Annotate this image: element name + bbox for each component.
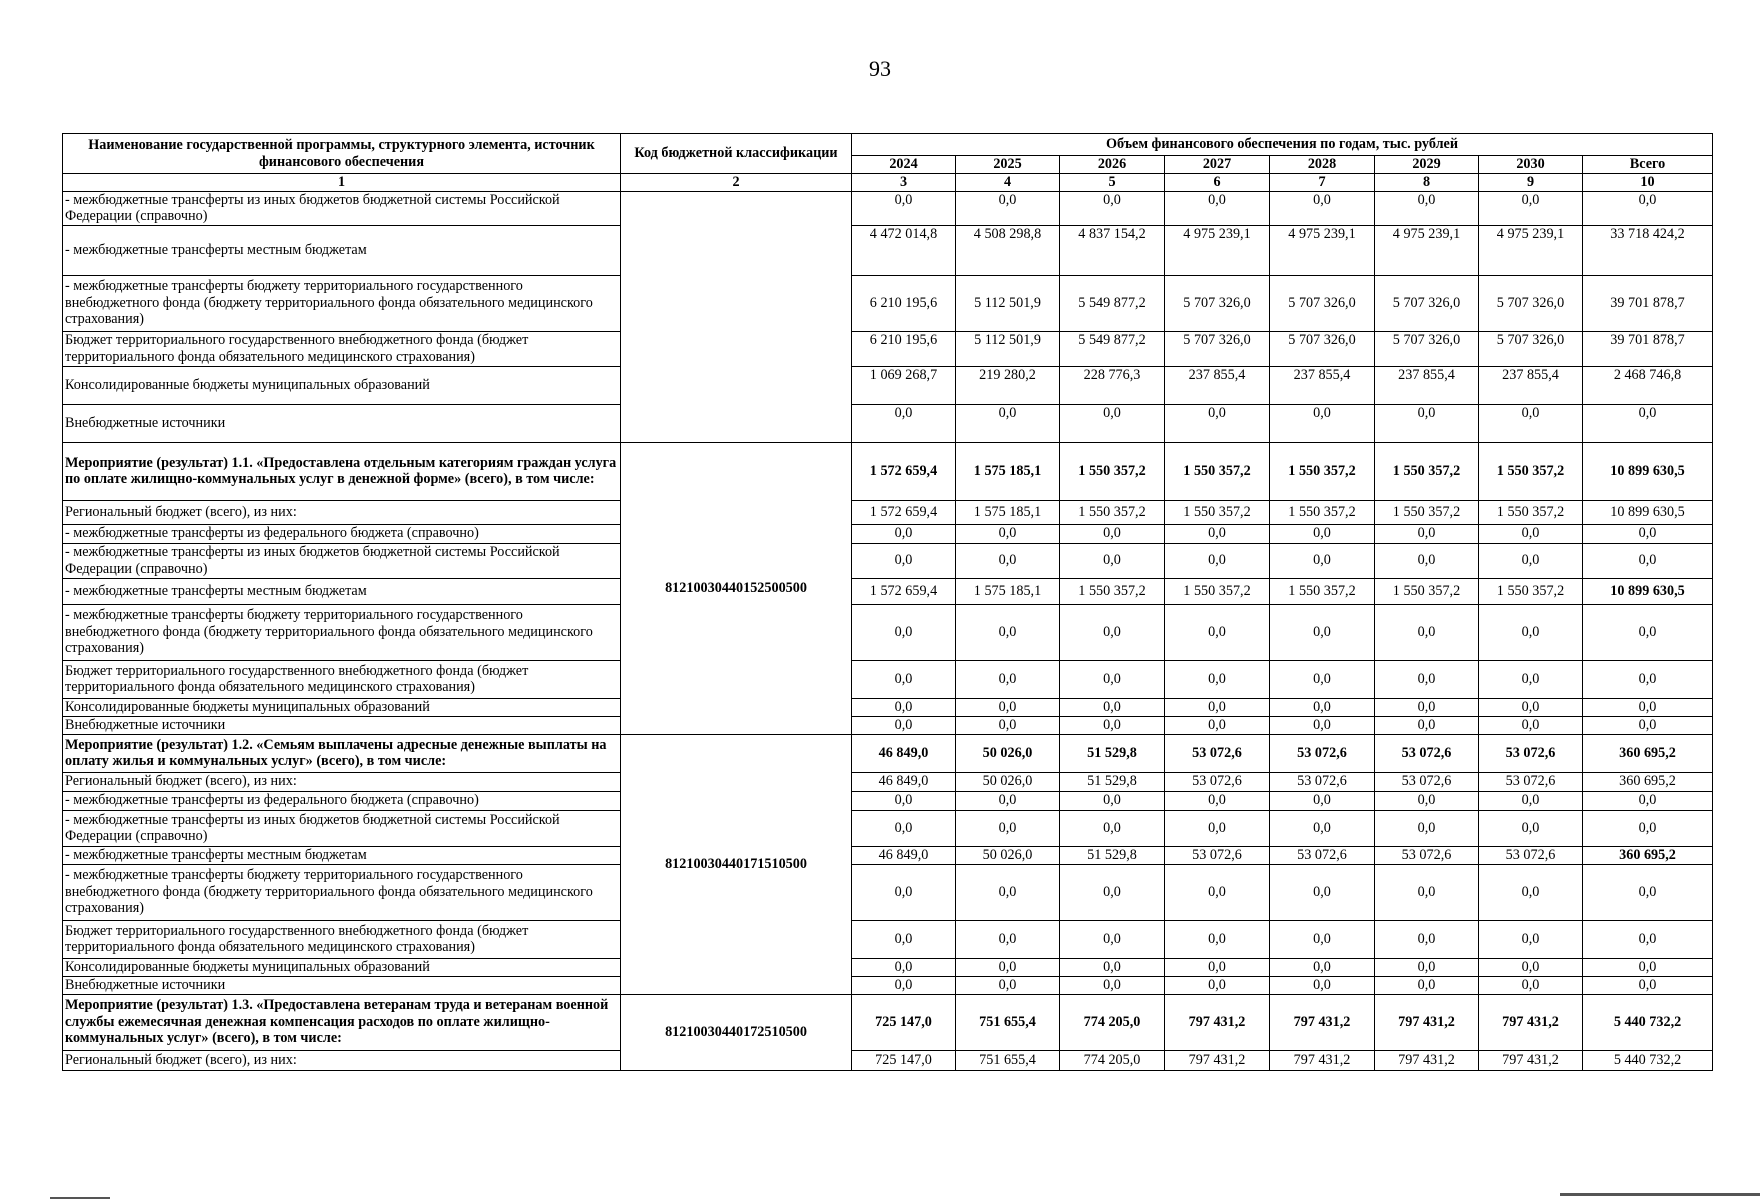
row-year-value: 51 529,8 — [1060, 772, 1165, 791]
row-year-value: 0,0 — [1270, 958, 1375, 976]
row-year-value: 5 707 326,0 — [1270, 331, 1375, 366]
row-total-value: 2 468 746,8 — [1583, 366, 1713, 404]
row-year-value: 0,0 — [852, 191, 956, 225]
row-year-value: 0,0 — [1375, 791, 1479, 810]
row-year-value: 0,0 — [1375, 716, 1479, 734]
row-year-value: 53 072,6 — [1270, 772, 1375, 791]
row-year-value: 0,0 — [1270, 543, 1375, 578]
row-year-value: 53 072,6 — [1375, 846, 1479, 864]
row-year-value: 46 849,0 — [852, 846, 956, 864]
row-year-value: 725 147,0 — [852, 1050, 956, 1070]
row-total-value: 0,0 — [1583, 604, 1713, 660]
row-year-value: 5 707 326,0 — [1270, 275, 1375, 331]
row-year-value: 751 655,4 — [956, 994, 1060, 1050]
row-year-value: 0,0 — [1479, 524, 1583, 543]
row-year-value: 0,0 — [956, 191, 1060, 225]
row-year-value: 1 550 357,2 — [1375, 578, 1479, 604]
row-year-value: 0,0 — [1270, 604, 1375, 660]
table-header — [63, 134, 1713, 192]
row-year-value: 237 855,4 — [1165, 366, 1270, 404]
header-column-number: 10 — [1583, 174, 1713, 192]
row-year-value: 53 072,6 — [1375, 772, 1479, 791]
row-year-value: 1 550 357,2 — [1060, 500, 1165, 524]
row-year-value: 5 549 877,2 — [1060, 275, 1165, 331]
header-column-number: 2 — [621, 174, 852, 192]
row-year-value: 0,0 — [1165, 543, 1270, 578]
row-year-value: 0,0 — [852, 791, 956, 810]
row-year-value: 1 572 659,4 — [852, 442, 956, 500]
row-year-value: 0,0 — [1270, 716, 1375, 734]
row-year-value: 1 550 357,2 — [1375, 500, 1479, 524]
scan-artifact-left — [50, 1197, 110, 1199]
row-year-value: 0,0 — [1479, 191, 1583, 225]
header-year-1: 2024 — [852, 156, 956, 174]
row-total-value: 5 440 732,2 — [1583, 994, 1713, 1050]
row-code: 81210030440152500500 — [621, 442, 852, 734]
row-year-value: 0,0 — [1479, 920, 1583, 958]
row-year-value: 1 550 357,2 — [1479, 500, 1583, 524]
row-year-value: 797 431,2 — [1375, 1050, 1479, 1070]
row-year-value: 0,0 — [852, 604, 956, 660]
row-year-value: 51 529,8 — [1060, 846, 1165, 864]
row-year-value: 5 707 326,0 — [1479, 331, 1583, 366]
row-name: Мероприятие (результат) 1.1. «Предоставлена отдельным категориям граждан услуга по оплате жилищно-коммунальных услуг в денежной форме» (всего), в том числе: — [63, 442, 621, 500]
row-total-value: 360 695,2 — [1583, 846, 1713, 864]
row-year-value: 0,0 — [1479, 810, 1583, 846]
header-year-5: 2028 — [1270, 156, 1375, 174]
row-year-value: 53 072,6 — [1165, 734, 1270, 772]
budget-table — [62, 133, 1713, 1071]
row-year-value: 46 849,0 — [852, 734, 956, 772]
row-name: Консолидированные бюджеты муниципальных образований — [63, 698, 621, 716]
scan-artifact-right — [1560, 1193, 1760, 1196]
row-year-value: 1 572 659,4 — [852, 578, 956, 604]
row-year-value: 0,0 — [1060, 524, 1165, 543]
row-year-value: 0,0 — [956, 604, 1060, 660]
row-name: - межбюджетные трансферты бюджету территориального государственного внебюджетного фонда (бюджету территориального фонда обязательного медицинского страхования) — [63, 275, 621, 331]
row-year-value: 0,0 — [1165, 716, 1270, 734]
row-year-value: 0,0 — [1165, 524, 1270, 543]
table-row — [63, 791, 1713, 810]
header-column-number: 6 — [1165, 174, 1270, 192]
table-row — [63, 716, 1713, 734]
row-year-value: 0,0 — [1165, 191, 1270, 225]
table-row — [63, 442, 1713, 500]
row-year-value: 0,0 — [1165, 864, 1270, 920]
row-year-value: 0,0 — [1375, 604, 1479, 660]
row-year-value: 5 707 326,0 — [1375, 275, 1479, 331]
row-year-value: 4 975 239,1 — [1165, 225, 1270, 275]
row-year-value: 53 072,6 — [1270, 734, 1375, 772]
row-year-value: 0,0 — [1165, 958, 1270, 976]
row-year-value: 797 431,2 — [1270, 994, 1375, 1050]
row-total-value: 0,0 — [1583, 920, 1713, 958]
row-name: Бюджет территориального государственного внебюджетного фонда (бюджет территориального фонда обязательного медицинского страхования) — [63, 331, 621, 366]
row-total-value: 360 695,2 — [1583, 734, 1713, 772]
row-year-value: 0,0 — [1060, 976, 1165, 994]
header-column-number: 1 — [63, 174, 621, 192]
row-year-value: 0,0 — [1375, 543, 1479, 578]
row-year-value: 0,0 — [1479, 864, 1583, 920]
row-year-value: 1 550 357,2 — [1060, 578, 1165, 604]
row-year-value: 0,0 — [1375, 524, 1479, 543]
row-year-value: 725 147,0 — [852, 994, 956, 1050]
row-year-value: 0,0 — [1479, 660, 1583, 698]
row-year-value: 53 072,6 — [1375, 734, 1479, 772]
row-total-value: 0,0 — [1583, 976, 1713, 994]
row-year-value: 5 707 326,0 — [1479, 275, 1583, 331]
row-year-value: 0,0 — [956, 976, 1060, 994]
row-year-value: 0,0 — [1060, 716, 1165, 734]
table-row — [63, 660, 1713, 698]
row-year-value: 0,0 — [852, 810, 956, 846]
row-year-value: 228 776,3 — [1060, 366, 1165, 404]
row-year-value: 0,0 — [852, 976, 956, 994]
table-row — [63, 958, 1713, 976]
table-row — [63, 976, 1713, 994]
row-year-value: 1 550 357,2 — [1165, 500, 1270, 524]
table-row — [63, 578, 1713, 604]
row-year-value: 5 112 501,9 — [956, 331, 1060, 366]
row-total-value: 0,0 — [1583, 698, 1713, 716]
row-year-value: 1 550 357,2 — [1375, 442, 1479, 500]
row-name: - межбюджетные трансферты из иных бюджетов бюджетной системы Российской Федерации (справочно) — [63, 810, 621, 846]
header-column-number: 8 — [1375, 174, 1479, 192]
row-year-value: 797 431,2 — [1375, 994, 1479, 1050]
row-year-value: 797 431,2 — [1165, 994, 1270, 1050]
table-row — [63, 524, 1713, 543]
row-year-value: 0,0 — [1479, 604, 1583, 660]
row-name: Региональный бюджет (всего), из них: — [63, 500, 621, 524]
row-total-value: 0,0 — [1583, 524, 1713, 543]
row-year-value: 1 575 185,1 — [956, 442, 1060, 500]
row-total-value: 0,0 — [1583, 864, 1713, 920]
row-year-value: 53 072,6 — [1479, 846, 1583, 864]
row-year-value: 0,0 — [1270, 976, 1375, 994]
row-year-value: 53 072,6 — [1165, 772, 1270, 791]
row-year-value: 0,0 — [1165, 604, 1270, 660]
row-year-value: 1 550 357,2 — [1270, 500, 1375, 524]
table-row — [63, 604, 1713, 660]
row-total-value: 360 695,2 — [1583, 772, 1713, 791]
row-year-value: 797 431,2 — [1479, 994, 1583, 1050]
table-body — [63, 191, 1713, 1070]
row-year-value: 0,0 — [1270, 810, 1375, 846]
row-year-value: 0,0 — [1270, 404, 1375, 442]
header-column-number: 5 — [1060, 174, 1165, 192]
row-year-value: 0,0 — [956, 920, 1060, 958]
row-year-value: 0,0 — [1375, 698, 1479, 716]
header-year-6: 2029 — [1375, 156, 1479, 174]
row-year-value: 53 072,6 — [1270, 846, 1375, 864]
row-year-value: 0,0 — [1479, 543, 1583, 578]
row-year-value: 1 572 659,4 — [852, 500, 956, 524]
row-year-value: 0,0 — [1270, 920, 1375, 958]
row-name: - межбюджетные трансферты местным бюджетам — [63, 225, 621, 275]
row-year-value: 0,0 — [1060, 958, 1165, 976]
header-column-number: 3 — [852, 174, 956, 192]
table-row — [63, 225, 1713, 275]
table-row — [63, 734, 1713, 772]
row-year-value: 4 975 239,1 — [1270, 225, 1375, 275]
table-row — [63, 810, 1713, 846]
row-name: - межбюджетные трансферты бюджету территориального государственного внебюджетного фонда (бюджету территориального фонда обязательного медицинского страхования) — [63, 864, 621, 920]
table-row — [63, 366, 1713, 404]
table-row — [63, 543, 1713, 578]
table-row — [63, 772, 1713, 791]
header-column-number: 4 — [956, 174, 1060, 192]
row-year-value: 0,0 — [956, 958, 1060, 976]
row-year-value: 0,0 — [956, 524, 1060, 543]
row-total-value: 0,0 — [1583, 716, 1713, 734]
header-volume: Объем финансового обеспечения по годам, тыс. рублей — [852, 134, 1713, 156]
row-total-value: 33 718 424,2 — [1583, 225, 1713, 275]
table-row — [63, 500, 1713, 524]
header-year-3: 2026 — [1060, 156, 1165, 174]
row-year-value: 751 655,4 — [956, 1050, 1060, 1070]
row-total-value: 0,0 — [1583, 660, 1713, 698]
row-year-value: 797 431,2 — [1165, 1050, 1270, 1070]
row-year-value: 0,0 — [956, 660, 1060, 698]
row-code: 81210030440171510500 — [621, 734, 852, 994]
row-year-value: 1 550 357,2 — [1270, 578, 1375, 604]
row-year-value: 0,0 — [1375, 191, 1479, 225]
row-total-value: 0,0 — [1583, 810, 1713, 846]
row-name: Бюджет территориального государственного внебюджетного фонда (бюджет территориального фонда обязательного медицинского страхования) — [63, 920, 621, 958]
row-year-value: 0,0 — [1270, 524, 1375, 543]
row-year-value: 0,0 — [1375, 810, 1479, 846]
row-year-value: 0,0 — [1479, 698, 1583, 716]
row-year-value: 0,0 — [1060, 791, 1165, 810]
row-year-value: 1 575 185,1 — [956, 578, 1060, 604]
header-column-numbers-row — [63, 174, 1713, 192]
row-year-value: 237 855,4 — [1479, 366, 1583, 404]
header-year-4: 2027 — [1165, 156, 1270, 174]
row-year-value: 0,0 — [956, 698, 1060, 716]
row-year-value: 0,0 — [956, 810, 1060, 846]
row-year-value: 6 210 195,6 — [852, 275, 956, 331]
row-total-value: 5 440 732,2 — [1583, 1050, 1713, 1070]
row-total-value: 39 701 878,7 — [1583, 331, 1713, 366]
page-number: 93 — [869, 56, 891, 81]
row-year-value: 50 026,0 — [956, 734, 1060, 772]
header-name: Наименование государственной программы, структурного элемента, источник финансового обеспечения — [63, 134, 621, 174]
row-year-value: 6 210 195,6 — [852, 331, 956, 366]
table-row — [63, 331, 1713, 366]
row-year-value: 0,0 — [1270, 864, 1375, 920]
row-year-value: 0,0 — [852, 920, 956, 958]
row-year-value: 46 849,0 — [852, 772, 956, 791]
row-code: 81210030440172510500 — [621, 994, 852, 1070]
row-year-value: 4 472 014,8 — [852, 225, 956, 275]
row-name: - межбюджетные трансферты из федерального бюджета (справочно) — [63, 524, 621, 543]
row-year-value: 5 707 326,0 — [1165, 275, 1270, 331]
row-year-value: 0,0 — [956, 716, 1060, 734]
row-year-value: 0,0 — [1165, 920, 1270, 958]
row-name: Консолидированные бюджеты муниципальных образований — [63, 958, 621, 976]
row-year-value: 0,0 — [956, 791, 1060, 810]
header-year-8: Всего — [1583, 156, 1713, 174]
row-name: Внебюджетные источники — [63, 976, 621, 994]
row-year-value: 237 855,4 — [1270, 366, 1375, 404]
row-year-value: 50 026,0 — [956, 772, 1060, 791]
row-year-value: 5 707 326,0 — [1165, 331, 1270, 366]
row-year-value: 0,0 — [1270, 791, 1375, 810]
row-year-value: 0,0 — [852, 543, 956, 578]
row-year-value: 5 549 877,2 — [1060, 331, 1165, 366]
row-year-value: 53 072,6 — [1479, 772, 1583, 791]
row-year-value: 0,0 — [852, 404, 956, 442]
header-year-2: 2025 — [956, 156, 1060, 174]
row-total-value: 0,0 — [1583, 191, 1713, 225]
row-year-value: 0,0 — [1165, 976, 1270, 994]
row-year-value: 0,0 — [852, 958, 956, 976]
row-year-value: 0,0 — [1479, 404, 1583, 442]
row-year-value: 0,0 — [1060, 404, 1165, 442]
row-year-value: 4 837 154,2 — [1060, 225, 1165, 275]
row-name: - межбюджетные трансферты из иных бюджетов бюджетной системы Российской Федерации (справочно) — [63, 191, 621, 225]
row-total-value: 0,0 — [1583, 404, 1713, 442]
row-name: Бюджет территориального государственного внебюджетного фонда (бюджет территориального фонда обязательного медицинского страхования) — [63, 660, 621, 698]
row-year-value: 0,0 — [852, 524, 956, 543]
row-year-value: 1 069 268,7 — [852, 366, 956, 404]
row-name: Внебюджетные источники — [63, 716, 621, 734]
row-year-value: 0,0 — [1479, 716, 1583, 734]
table-row — [63, 191, 1713, 225]
row-year-value: 0,0 — [1479, 958, 1583, 976]
row-year-value: 0,0 — [1165, 810, 1270, 846]
row-year-value: 0,0 — [1270, 660, 1375, 698]
budget-table-container — [62, 133, 1712, 1071]
row-total-value: 10 899 630,5 — [1583, 500, 1713, 524]
row-year-value: 0,0 — [852, 698, 956, 716]
table-row — [63, 994, 1713, 1050]
row-year-value: 1 550 357,2 — [1270, 442, 1375, 500]
table-row — [63, 404, 1713, 442]
row-year-value: 0,0 — [1165, 791, 1270, 810]
table-row — [63, 275, 1713, 331]
row-year-value: 1 550 357,2 — [1165, 442, 1270, 500]
row-name: Мероприятие (результат) 1.2. «Семьям выплачены адресные денежные выплаты на оплату жилья и коммунальных услуг» (всего), в том числе: — [63, 734, 621, 772]
row-year-value: 0,0 — [1060, 191, 1165, 225]
row-year-value: 0,0 — [1375, 864, 1479, 920]
row-year-value: 0,0 — [1375, 660, 1479, 698]
row-year-value: 53 072,6 — [1479, 734, 1583, 772]
header-code: Код бюджетной классификации — [621, 134, 852, 174]
row-year-value: 774 205,0 — [1060, 1050, 1165, 1070]
row-year-value: 4 975 239,1 — [1375, 225, 1479, 275]
row-year-value: 0,0 — [1165, 404, 1270, 442]
table-row — [63, 864, 1713, 920]
row-year-value: 0,0 — [1375, 920, 1479, 958]
row-year-value: 0,0 — [1165, 660, 1270, 698]
row-year-value: 0,0 — [956, 543, 1060, 578]
row-year-value: 1 550 357,2 — [1060, 442, 1165, 500]
table-row — [63, 920, 1713, 958]
row-year-value: 0,0 — [1060, 604, 1165, 660]
row-name: - межбюджетные трансферты местным бюджетам — [63, 578, 621, 604]
row-name: - межбюджетные трансферты бюджету территориального государственного внебюджетного фонда (бюджету территориального фонда обязательного медицинского страхования) — [63, 604, 621, 660]
row-total-value: 10 899 630,5 — [1583, 578, 1713, 604]
row-year-value: 0,0 — [1060, 660, 1165, 698]
row-year-value: 1 575 185,1 — [956, 500, 1060, 524]
row-year-value: 0,0 — [1479, 976, 1583, 994]
row-year-value: 4 975 239,1 — [1479, 225, 1583, 275]
row-year-value: 4 508 298,8 — [956, 225, 1060, 275]
row-year-value: 0,0 — [1270, 191, 1375, 225]
row-year-value: 0,0 — [852, 660, 956, 698]
row-name: - межбюджетные трансферты местным бюджетам — [63, 846, 621, 864]
row-year-value: 1 550 357,2 — [1479, 578, 1583, 604]
row-name: - межбюджетные трансферты из федерального бюджета (справочно) — [63, 791, 621, 810]
row-year-value: 219 280,2 — [956, 366, 1060, 404]
row-year-value: 774 205,0 — [1060, 994, 1165, 1050]
row-year-value: 0,0 — [1375, 958, 1479, 976]
row-year-value: 0,0 — [1060, 864, 1165, 920]
row-year-value: 0,0 — [1060, 810, 1165, 846]
row-year-value: 0,0 — [1375, 976, 1479, 994]
header-column-number: 9 — [1479, 174, 1583, 192]
row-total-value: 0,0 — [1583, 958, 1713, 976]
row-year-value: 237 855,4 — [1375, 366, 1479, 404]
row-total-value: 0,0 — [1583, 543, 1713, 578]
row-code — [621, 191, 852, 442]
row-year-value: 0,0 — [1060, 698, 1165, 716]
row-year-value: 0,0 — [956, 864, 1060, 920]
row-year-value: 0,0 — [1060, 543, 1165, 578]
table-row — [63, 846, 1713, 864]
row-year-value: 0,0 — [852, 864, 956, 920]
row-year-value: 53 072,6 — [1165, 846, 1270, 864]
row-year-value: 797 431,2 — [1479, 1050, 1583, 1070]
header-column-number: 7 — [1270, 174, 1375, 192]
row-name: Внебюджетные источники — [63, 404, 621, 442]
row-name: Региональный бюджет (всего), из них: — [63, 772, 621, 791]
row-year-value: 5 707 326,0 — [1375, 331, 1479, 366]
row-name: Консолидированные бюджеты муниципальных образований — [63, 366, 621, 404]
table-row — [63, 698, 1713, 716]
table-row — [63, 1050, 1713, 1070]
row-year-value: 50 026,0 — [956, 846, 1060, 864]
row-year-value: 5 112 501,9 — [956, 275, 1060, 331]
row-year-value: 1 550 357,2 — [1165, 578, 1270, 604]
header-year-7: 2030 — [1479, 156, 1583, 174]
row-year-value: 51 529,8 — [1060, 734, 1165, 772]
row-total-value: 0,0 — [1583, 791, 1713, 810]
row-name: Региональный бюджет (всего), из них: — [63, 1050, 621, 1070]
row-year-value: 797 431,2 — [1270, 1050, 1375, 1070]
row-year-value: 0,0 — [852, 716, 956, 734]
row-total-value: 10 899 630,5 — [1583, 442, 1713, 500]
row-year-value: 1 550 357,2 — [1479, 442, 1583, 500]
row-year-value: 0,0 — [1165, 698, 1270, 716]
row-name: - межбюджетные трансферты из иных бюджетов бюджетной системы Российской Федерации (справочно) — [63, 543, 621, 578]
row-year-value: 0,0 — [1060, 920, 1165, 958]
row-year-value: 0,0 — [956, 404, 1060, 442]
row-total-value: 39 701 878,7 — [1583, 275, 1713, 331]
row-year-value: 0,0 — [1375, 404, 1479, 442]
row-name: Мероприятие (результат) 1.3. «Предоставлена ветеранам труда и ветеранам военной службы ежемесячная денежная компенсация расходов по оплате жилищно-коммунальных услуг» (всего), в том числе: — [63, 994, 621, 1050]
row-year-value: 0,0 — [1270, 698, 1375, 716]
row-year-value: 0,0 — [1479, 791, 1583, 810]
